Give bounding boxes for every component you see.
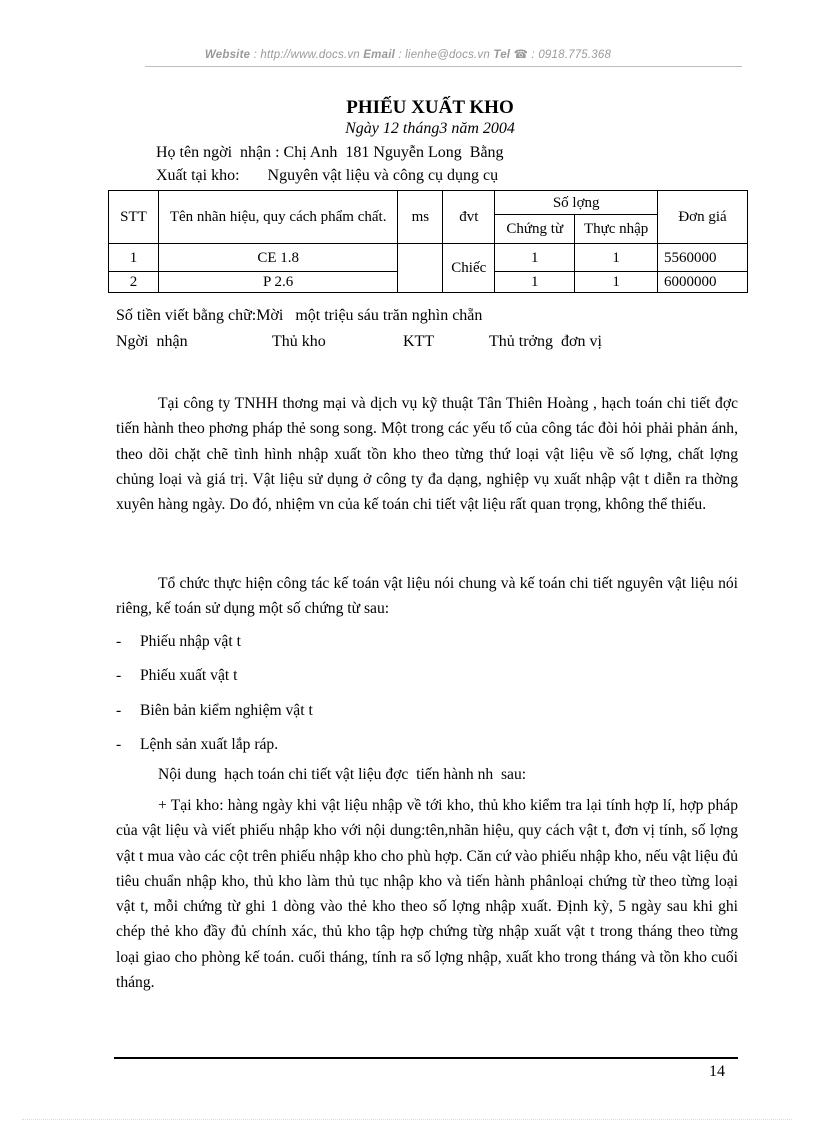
signature-head-of-unit: Thủ trởng đơn vị bbox=[489, 333, 602, 350]
voucher-table bbox=[108, 190, 748, 293]
row-ms bbox=[398, 244, 443, 293]
website-label: Website bbox=[204, 49, 251, 61]
tel-value: : 0918.775.368 bbox=[531, 49, 612, 61]
header-qty-actual: Thực nhập bbox=[575, 215, 658, 244]
row-stt: 1 bbox=[109, 244, 159, 272]
row-qty-doc: 1 bbox=[495, 244, 575, 272]
row-price: 5560000 bbox=[658, 244, 748, 272]
list-item-text: Phiếu nhập vật t bbox=[140, 633, 241, 650]
paragraph-4: + Tại kho: hàng ngày khi vật liệu nhập về tới kho, thủ kho kiểm tra lại tính hợp lí, hợp pháp của vật liệu và viết phiếu nhập kho với nội dung:tên,nhãn hiệu, quy cách vật t, đơn vị tính, số lợng vật t mua vào các cột trên phiếu nhập kho cho phù hợp. Căn cứ vào phiếu nhập kho, nếu vật liệu đủ tiêu chuẩn nhập kho, thủ kho làm thủ tục nhập kho và tiến hành phânloại chứng từ theo từng loại vật t, mỗi chứng từ ghi 1 dòng vào thẻ kho theo số lợng nhập xuất. Định kỳ, 5 ngày sau khi ghi chép thẻ kho đầy đủ chính xác, thủ kho tập hợp chứng từg nhập xuất vật t trong tháng theo từng loại giao cho phòng kế toán. cuối tháng, tính ra số lợng nhập, xuất kho trong tháng và tồn kho cuối tháng. bbox=[116, 797, 738, 992]
website-value: : http://www.docs.vn bbox=[253, 49, 360, 61]
header-quantity: Số lợng bbox=[495, 191, 658, 215]
email-value: : lienhe@docs.vn bbox=[398, 49, 490, 61]
list-item-text: Phiếu xuất vật t bbox=[140, 667, 238, 684]
header-ms: ms bbox=[398, 191, 443, 244]
row-stt: 2 bbox=[109, 272, 159, 293]
signature-storekeeper: Thủ kho bbox=[272, 333, 326, 350]
phone-icon: ☎ bbox=[513, 49, 529, 61]
header-price: Đơn giá bbox=[658, 191, 748, 244]
row-name: CE 1.8 bbox=[158, 244, 397, 272]
paragraph-2: Tổ chức thực hiện công tác kế toán vật liệu nói chung và kế toán chi tiết nguyên vật liệu nói riêng, kế toán sử dụng một số chứng từ sau: bbox=[116, 575, 738, 618]
email-label: Email bbox=[363, 49, 395, 61]
voucher-date: Ngày 12 tháng3 năm 2004 bbox=[345, 120, 515, 137]
list-item: - Phiếu xuất vật t bbox=[116, 667, 238, 684]
voucher-title: PHIẾU XUẤT KHO bbox=[346, 97, 514, 118]
header-stt: STT bbox=[109, 191, 159, 244]
recipient-line: Họ tên ngời nhận : Chị Anh 181 Nguyễn Long Bằng bbox=[156, 144, 504, 161]
warehouse-line: Xuất tại kho: Nguyên vật liệu và công cụ dụng cụ bbox=[156, 167, 499, 184]
list-item-text: Biên bản kiểm nghiệm vật t bbox=[140, 702, 313, 719]
signature-receiver: Ngời nhận bbox=[116, 333, 188, 350]
amount-in-words: Số tiền viết bằng chữ:Mời một triệu sáu trăn nghìn chẵn bbox=[116, 307, 483, 324]
row-qty-actual: 1 bbox=[575, 272, 658, 293]
row-qty-doc: 1 bbox=[495, 272, 575, 293]
list-item: - Lệnh sản xuất lắp ráp. bbox=[116, 736, 279, 753]
signature-chief-accountant: KTT bbox=[403, 333, 435, 350]
page-number: 14 bbox=[709, 1063, 725, 1080]
list-item: - Biên bản kiểm nghiệm vật t bbox=[116, 702, 313, 719]
list-item-text: Lệnh sản xuất lắp ráp. bbox=[140, 736, 279, 753]
page-bottom-border bbox=[22, 1119, 792, 1120]
tel-label: Tel bbox=[493, 49, 511, 61]
row-unit: Chiếc bbox=[443, 244, 495, 293]
footer-divider bbox=[114, 1057, 738, 1059]
list-item: - Phiếu nhập vật t bbox=[116, 633, 241, 650]
header-qty-doc: Chứng từ bbox=[495, 215, 575, 244]
header-divider bbox=[145, 66, 742, 67]
row-qty-actual: 1 bbox=[575, 244, 658, 272]
table-row bbox=[109, 244, 748, 272]
header-unit: đvt bbox=[443, 191, 495, 244]
paragraph-1: Tại công ty TNHH thơng mại và dịch vụ kỹ thuật Tân Thiên Hoàng , hạch toán chi tiết đợc tiến hành theo phơng pháp thẻ song song. Một trong các yếu tố của công tác đòi hỏi phải phản ánh, theo dõi chặt chẽ tình hình nhập xuất tồn kho theo từng thứ loại vật liệu về số lợng, chất lợng chủng loại và giá trị. Vật liệu sử dụng ở công ty đa dạng, nghiệp vụ xuất nhập vật t diễn ra thờng xuyên hàng ngày. Do đó, nhiệm vn của kế toán chi tiết vật liệu rất quan trọng, không thể thiếu. bbox=[116, 395, 738, 514]
row-name: P 2.6 bbox=[158, 272, 397, 293]
header-name: Tên nhãn hiệu, quy cách phẩm chất. bbox=[158, 191, 397, 244]
row-price: 6000000 bbox=[658, 272, 748, 293]
page-header bbox=[0, 47, 816, 61]
paragraph-3: Nội dung hạch toán chi tiết vật liệu đợc tiến hành nh sau: bbox=[158, 766, 527, 783]
